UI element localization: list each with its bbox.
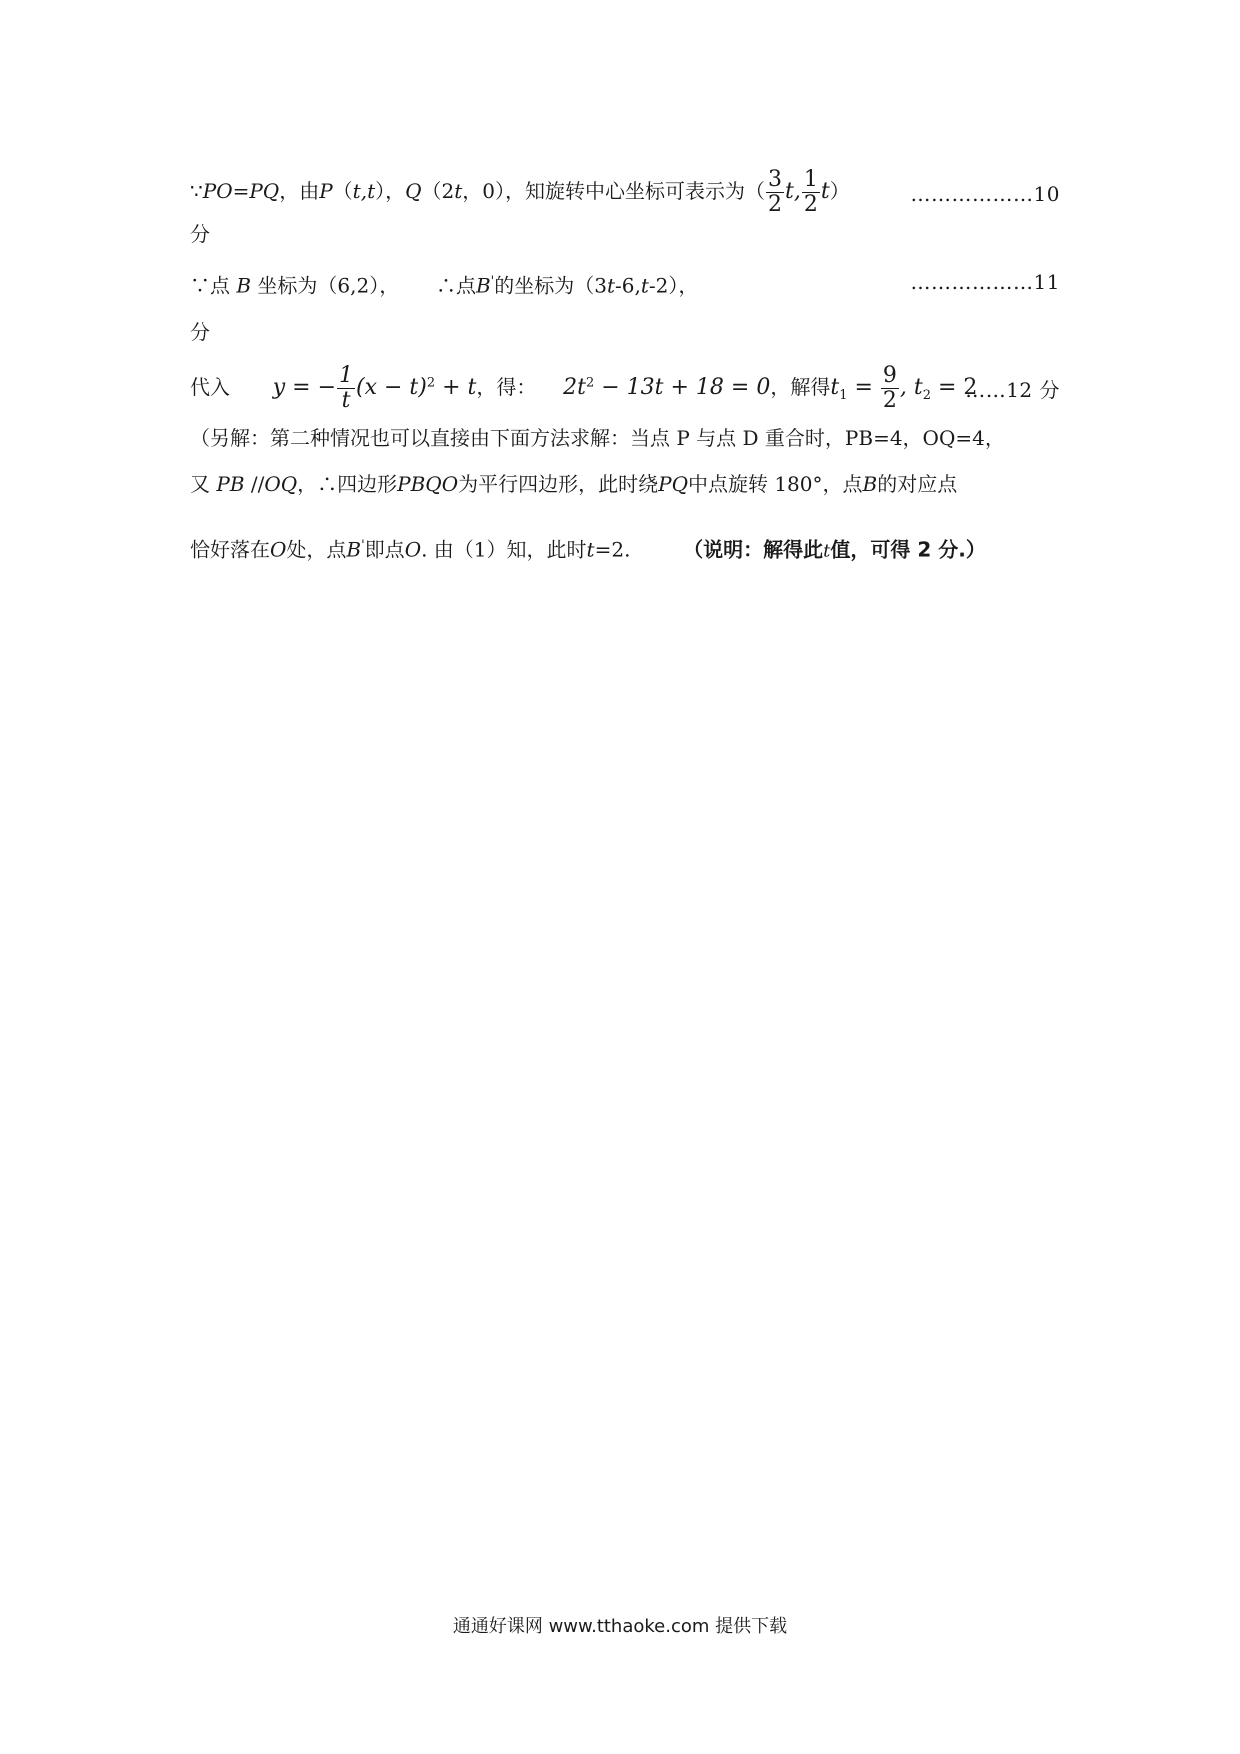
text: 为平行四边形，此时绕 xyxy=(458,472,659,496)
grading-note: （说明：解得此 xyxy=(683,537,824,562)
text: PBQO xyxy=(397,472,459,496)
text: 代入 xyxy=(190,375,230,399)
text: ，得： xyxy=(476,375,537,399)
subscript: 2 xyxy=(922,388,931,403)
math-text: = xyxy=(847,375,880,400)
denominator: 2 xyxy=(882,388,897,413)
text: ，由 xyxy=(279,179,320,203)
text: t xyxy=(640,273,649,298)
text: Q xyxy=(405,179,422,203)
alternative-solution-line-2 xyxy=(190,470,1060,498)
fraction xyxy=(881,364,899,413)
text: 即点 xyxy=(364,537,405,562)
math-text: 2t xyxy=(563,375,586,400)
text: （ xyxy=(332,179,353,203)
grading-note-var: t xyxy=(823,540,831,562)
text: t xyxy=(820,179,830,204)
prime: ' xyxy=(361,538,365,553)
exponent: 2 xyxy=(585,375,595,391)
text: B xyxy=(236,273,252,298)
text: PQ xyxy=(658,472,688,496)
score-unit: 分 xyxy=(190,320,210,344)
text: t, xyxy=(785,179,801,204)
solution-line-12 xyxy=(190,364,1060,413)
text: （2 xyxy=(421,179,455,203)
text: -6, xyxy=(615,273,641,298)
denominator: 2 xyxy=(803,192,818,217)
text: t xyxy=(454,179,463,203)
text: PB xyxy=(216,472,245,496)
text: . 由（1）知，此时 xyxy=(421,537,587,562)
fraction xyxy=(766,168,784,217)
text: PO=PQ xyxy=(202,179,280,203)
text: 恰好落在 xyxy=(190,537,270,562)
text: ，解得 xyxy=(770,375,831,399)
text: 的对应点 xyxy=(877,472,958,496)
text: // xyxy=(244,472,265,496)
because-symbol: ∵ xyxy=(190,179,203,203)
solution-line-10 xyxy=(190,168,1060,217)
text: t,t xyxy=(352,179,376,203)
subscript: 1 xyxy=(839,388,848,403)
text: B xyxy=(475,273,491,298)
fraction xyxy=(337,364,355,413)
math-text: t xyxy=(830,375,840,400)
score-leader: ………………10 xyxy=(910,182,1060,206)
grading-note: 值，可得 2 分.） xyxy=(830,537,986,562)
exponent: 2 xyxy=(426,375,436,391)
alternative-solution-text: （另解：第二种情况也可以直接由下面方法求解：当点 P 与点 D 重合时，PB=4，OQ=4， xyxy=(190,426,1005,450)
prime: ' xyxy=(490,274,495,289)
math-text: , t xyxy=(899,375,923,400)
score-leader: ……12 分 xyxy=(965,378,1060,402)
numerator: 1 xyxy=(803,167,818,192)
text: t xyxy=(586,537,595,562)
text: -2）， xyxy=(648,273,699,298)
text: ∵点 xyxy=(190,273,230,298)
math-text: = 2 xyxy=(931,375,978,400)
text: OQ xyxy=(264,472,298,496)
text: O xyxy=(270,537,287,562)
text: ）， xyxy=(375,179,406,203)
therefore-symbol: ∴点 xyxy=(435,273,476,298)
text: =2. xyxy=(594,537,631,562)
math-text: − 13t + 18 = 0 xyxy=(594,375,771,400)
math-text: + t xyxy=(435,375,477,400)
alternative-solution-line-3 xyxy=(190,532,1060,566)
solution-line-11 xyxy=(190,268,1060,300)
text: 处，点 xyxy=(286,537,347,562)
text: 坐标为（6,2）， xyxy=(257,273,400,298)
score-leader: ………………11 xyxy=(910,270,1060,294)
text: 的坐标为（3 xyxy=(494,273,607,298)
text: B xyxy=(346,537,362,562)
text: P xyxy=(319,179,333,203)
score-unit: 分 xyxy=(190,222,210,246)
numerator: 9 xyxy=(882,363,897,388)
page-footer: 通通好课网 www.tthaoke.com 提供下载 xyxy=(452,1616,788,1637)
numerator: 3 xyxy=(768,167,783,192)
math-text: y xyxy=(272,375,286,400)
numerator: 1 xyxy=(339,363,354,388)
text: ） xyxy=(829,179,850,203)
text: O xyxy=(404,537,422,562)
denominator: 2 xyxy=(768,192,783,217)
math-text: (x − t) xyxy=(356,375,427,400)
fraction xyxy=(802,168,820,217)
text: 又 xyxy=(190,472,210,496)
math-text: = − xyxy=(285,375,337,400)
text: ，∴四边形 xyxy=(297,472,398,496)
denominator: t xyxy=(341,388,351,413)
text: 中点旋转 180°，点 xyxy=(687,472,863,496)
text: t xyxy=(606,273,616,298)
text: B xyxy=(862,472,878,496)
text: ，0），知旋转中心坐标可表示为（ xyxy=(462,179,766,203)
